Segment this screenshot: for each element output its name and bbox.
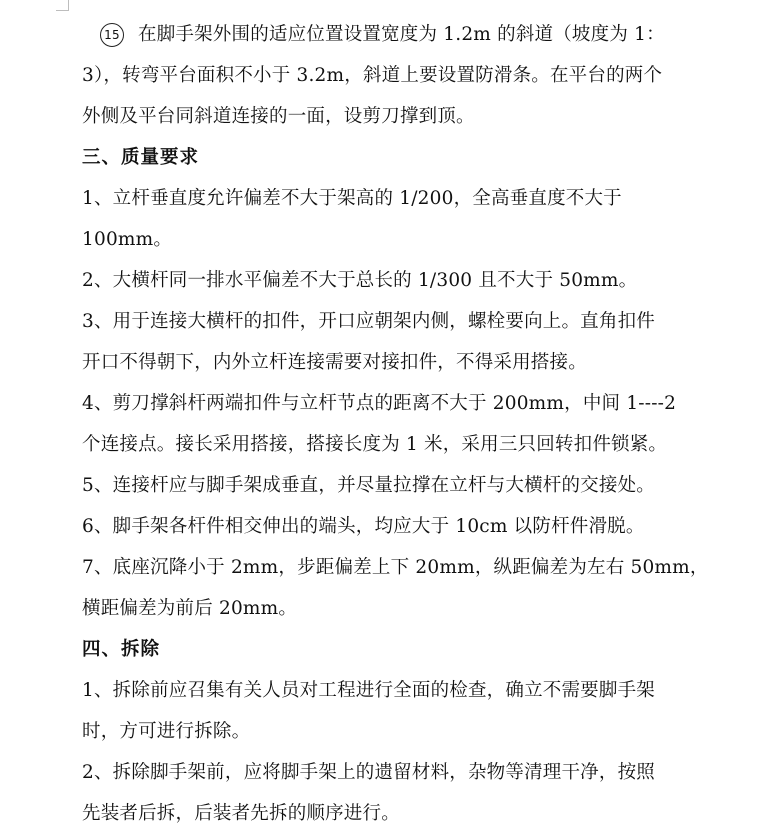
paragraph-line: 7、底座沉降小于 2mm，步距偏差上下 20mm，纵距偏差为左右 50mm， (82, 557, 709, 578)
paragraph-line: 4、剪刀撑斜杆两端扣件与立杆节点的距离不大于 200mm，中间 1----2 (82, 393, 677, 414)
item-15-line-2: 3），转弯平台面积不小于 3.2m，斜道上要设置防滑条。在平台的两个 (82, 65, 663, 86)
section-heading-quality: 三、质量要求 (82, 147, 200, 168)
item-15-text-1: 在脚手架外围的适应位置设置宽度为 1.2m 的斜道（坡度为 1： (138, 24, 665, 45)
paragraph-line: 先装者后拆，后装者先拆的顺序进行。 (82, 803, 400, 824)
paragraph-line: 3、用于连接大横杆的扣件，开口应朝架内侧，螺栓要向上。直角扣件 (82, 311, 655, 332)
paragraph-line: 1、立杆垂直度允许偏差不大于架高的 1/200，全高垂直度不大于 (82, 188, 622, 209)
paragraph-line: 5、连接杆应与脚手架成垂直，并尽量拉撑在立杆与大横杆的交接处。 (82, 475, 655, 496)
document-body (82, 14, 709, 834)
paragraph-line: 6、脚手架各杆件相交伸出的端头，均应大于 10cm 以防杆件滑脱。 (82, 516, 645, 537)
item-15-line-3: 外侧及平台同斜道连接的一面，设剪刀撑到顶。 (82, 106, 475, 127)
paragraph-line: 2、拆除脚手架前，应将脚手架上的遗留材料，杂物等清理干净，按照 (82, 762, 655, 783)
paragraph-line: 100mm。 (82, 229, 173, 250)
paragraph-line: 个连接点。接长采用搭接，搭接长度为 1 米，采用三只回转扣件锁紧。 (82, 434, 668, 455)
item-15-line-1 (82, 14, 704, 55)
paragraph-line: 时，方可进行拆除。 (82, 721, 251, 742)
circled-number-15: 15 (100, 23, 124, 47)
section-heading-removal: 四、拆除 (82, 639, 161, 660)
paragraph-line: 横距偏差为前后 20mm。 (82, 598, 298, 619)
paragraph-line: 开口不得朝下，内外立杆连接需要对接扣件，不得采用搭接。 (82, 352, 587, 373)
page-corner-mark (56, 0, 69, 11)
paragraph-line: 2、大横杆同一排水平偏差不大于总长的 1/300 且不大于 50mm。 (82, 270, 638, 291)
paragraph-line: 1、拆除前应召集有关人员对工程进行全面的检查，确立不需要脚手架 (82, 680, 655, 701)
